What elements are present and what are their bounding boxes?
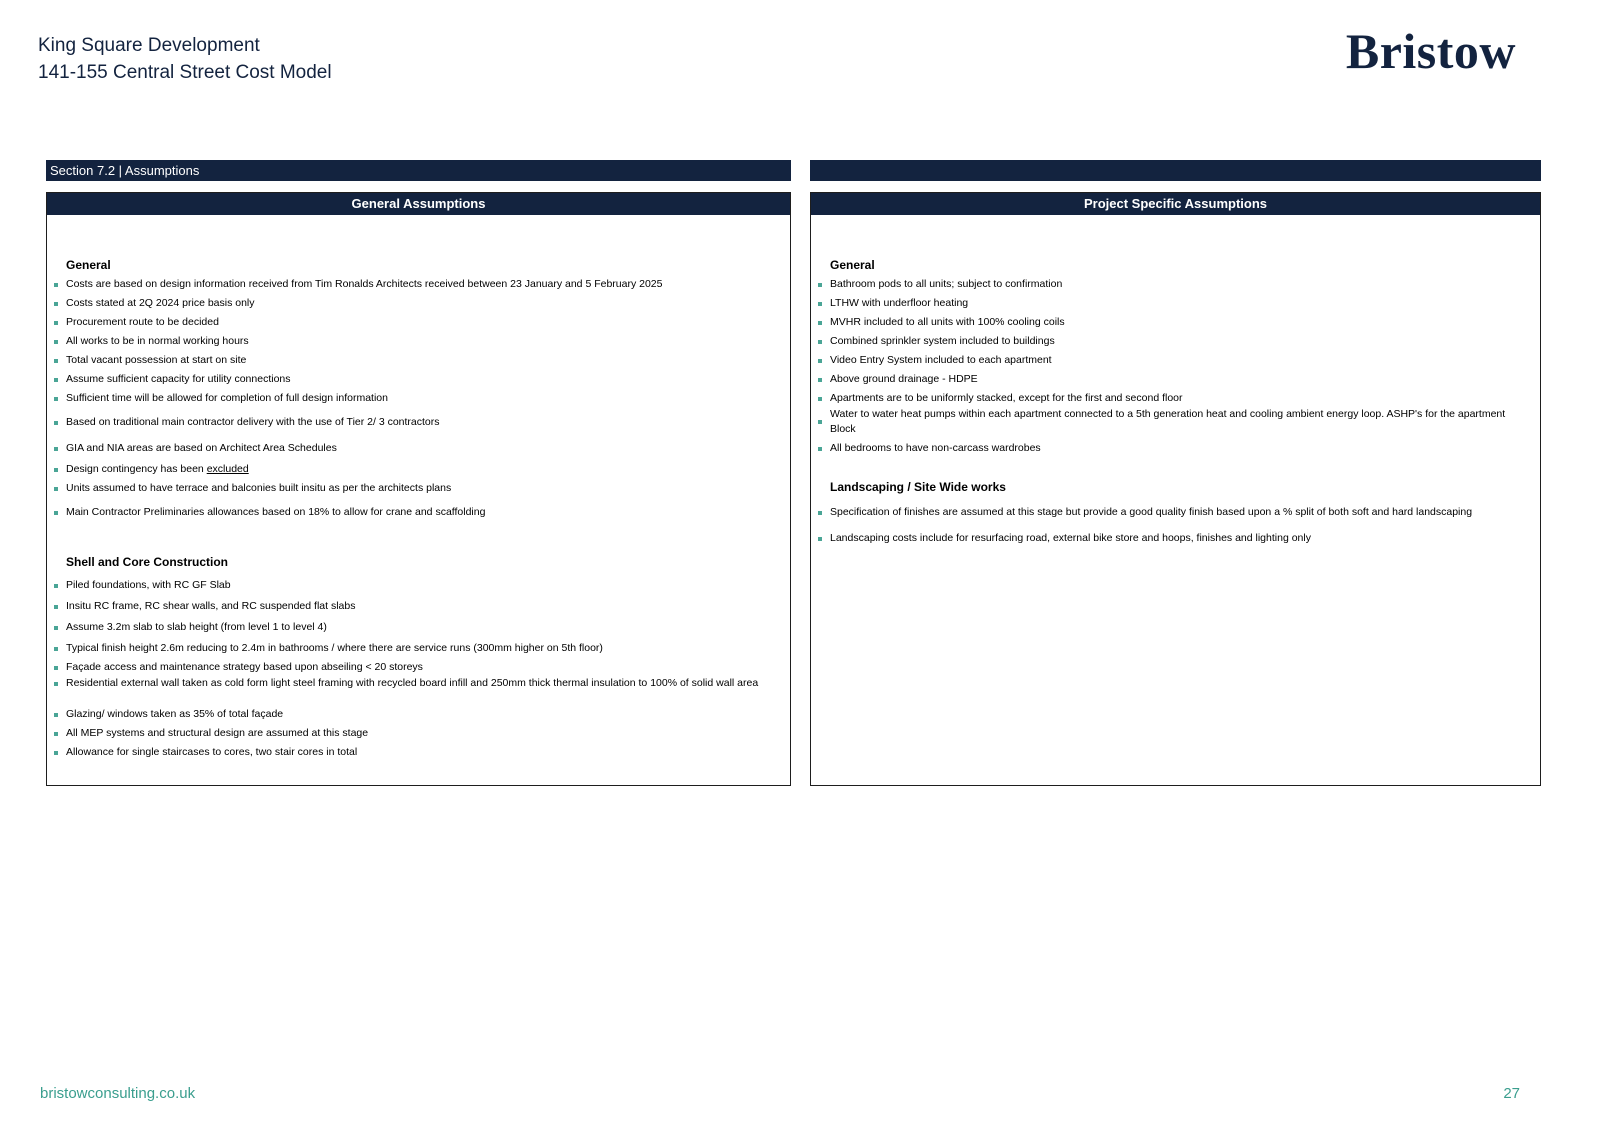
list-item: Main Contractor Preliminaries allowances based on 18% to allow for crane and scaffolding <box>66 506 486 518</box>
general-assumptions-panel <box>46 192 791 786</box>
contingency-underlined: excluded <box>206 463 249 475</box>
project-specific-assumptions-panel <box>810 192 1541 786</box>
list-item: Allowance for single staircases to cores, two stair cores in total <box>66 746 358 758</box>
page-number: 27 <box>1503 1085 1520 1102</box>
list-item: Water to water heat pumps within each apartment connected to a 5th generation heat and cooling ambient energy loop. ASHP's for the apartment Block <box>830 407 1520 437</box>
bristow-logo: Bristow <box>1345 23 1516 79</box>
list-item: All works to be in normal working hours <box>66 335 249 347</box>
list-item: Residential external wall taken as cold form light steel framing with recycled board infill and 250mm thick thermal insulation to 100% of solid wall area <box>66 676 784 691</box>
list-item: Assume 3.2m slab to slab height (from level 1 to level 4) <box>66 621 327 633</box>
list-item: Apartments are to be uniformly stacked, except for the first and second floor <box>830 392 1183 404</box>
list-item: GIA and NIA areas are based on Architect Area Schedules <box>66 442 337 454</box>
list-item: Landscaping costs include for resurfacing road, external bike store and hoops, finishes and lighting only <box>830 532 1311 544</box>
list-item: Units assumed to have terrace and balconies built insitu as per the architects plans <box>66 482 452 494</box>
list-item: Combined sprinkler system included to buildings <box>830 335 1055 347</box>
heading-general: General <box>66 258 111 272</box>
list-item: All bedrooms to have non-carcass wardrobes <box>830 442 1041 454</box>
panel-header-project-specific: Project Specific Assumptions <box>811 193 1540 215</box>
title-line-2: 141-155 Central Street Cost Model <box>38 62 332 83</box>
list-item: Bathroom pods to all units; subject to confirmation <box>830 278 1063 290</box>
document-title <box>38 32 332 86</box>
panel-header-general-assumptions: General Assumptions <box>47 193 790 215</box>
list-item: Total vacant possession at start on site <box>66 354 247 366</box>
section-title-bar: Section 7.2 | Assumptions <box>46 160 791 181</box>
list-item: Glazing/ windows taken as 35% of total façade <box>66 708 284 720</box>
list-item: Assume sufficient capacity for utility connections <box>66 373 291 385</box>
list-item: Typical finish height 2.6m reducing to 2.4m in bathrooms / where there are service runs (300mm higher on 5th floor) <box>66 642 603 654</box>
contingency-text: Design contingency has been <box>66 463 207 475</box>
heading-shell-core: Shell and Core Construction <box>66 555 229 569</box>
heading-general: General <box>830 258 875 272</box>
list-item: Procurement route to be decided <box>66 316 219 328</box>
section-bar-right <box>810 160 1541 181</box>
list-item: Based on traditional main contractor delivery with the use of Tier 2/ 3 contractors <box>66 416 440 428</box>
list-item: Costs stated at 2Q 2024 price basis only <box>66 297 255 309</box>
list-item: Video Entry System included to each apartment <box>830 354 1052 366</box>
list-item: Specification of finishes are assumed at this stage but provide a good quality finish based upon a % split of both soft and hard landscaping <box>830 505 1530 520</box>
list-item: LTHW with underfloor heating <box>830 297 969 309</box>
footer-website-link[interactable]: bristowconsulting.co.uk <box>40 1085 196 1102</box>
list-item: Piled foundations, with RC GF Slab <box>66 579 231 591</box>
list-item: Costs are based on design information received from Tim Ronalds Architects received between 23 January and 5 February 2025 <box>66 278 663 290</box>
list-item: Insitu RC frame, RC shear walls, and RC suspended flat slabs <box>66 600 356 612</box>
list-item: Above ground drainage - HDPE <box>830 373 978 385</box>
list-item: All MEP systems and structural design are assumed at this stage <box>66 727 369 739</box>
list-item: MVHR included to all units with 100% cooling coils <box>830 316 1065 328</box>
list-item: Sufficient time will be allowed for completion of full design information <box>66 392 388 404</box>
list-item-contingency <box>66 462 249 477</box>
title-line-1: King Square Development <box>38 35 260 56</box>
list-item: Façade access and maintenance strategy based upon abseiling < 20 storeys <box>66 661 423 673</box>
heading-landscaping: Landscaping / Site Wide works <box>830 480 1006 494</box>
